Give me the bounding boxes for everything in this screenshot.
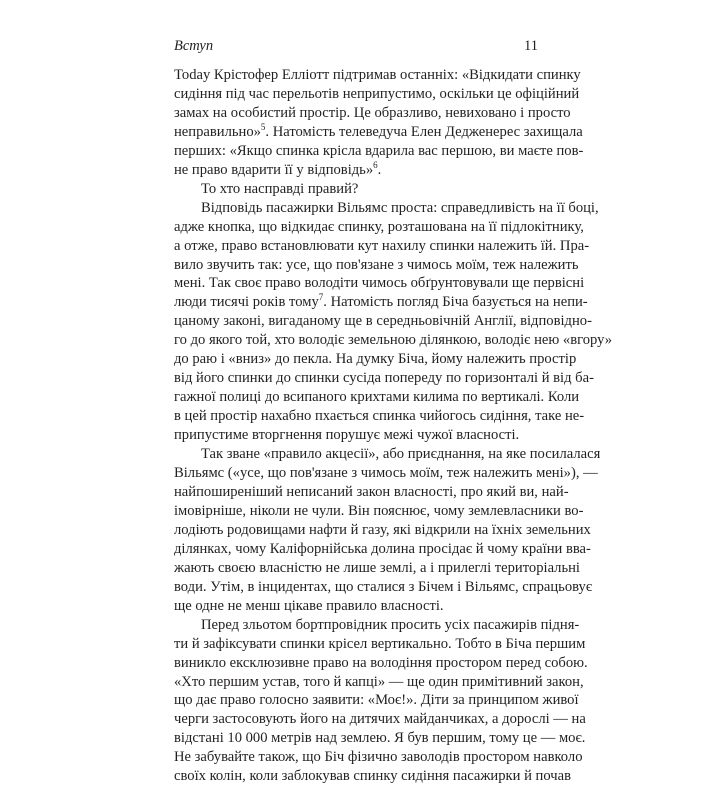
text-line: Так зване «правило акцесії», або приєднання, на яке посилалася [201,446,601,463]
text-line: Перед зльотом бортпровідник просить усіх пасажирів підня- [201,616,580,633]
footnote-ref: 5 [260,121,266,132]
text-line: припустиме вторгнення порушує межі чужої власності. [174,427,520,444]
text-line: виникло ексклюзивне право на володіння простором перед собою. [174,654,588,671]
text-line: від його спинки до спинки сусіда попереду по горизонталі й від ба- [174,370,594,387]
text-line: сидіння під час перельотів неприпустимо, оскільки це офіційний [174,85,580,102]
text-line: вило звучить так: усе, що пов'язане з чимось моїм, теж належить [174,256,579,273]
paragraph-3 [174,199,613,445]
footnote-ref: 7 [318,292,324,303]
page-number: 11 [524,38,538,54]
text-line: імовірніше, ніколи не чули. Він пояснює, чому землевласники во- [174,502,584,519]
text-line: черги застосовують його на дитячих майданчиках, а дорослі — на [174,711,586,728]
text-line: Відповідь пасажирки Вільямс проста: справедливість на її боці, [201,199,599,216]
text-line: в цей простір нахабно пхається спинка чийогось сидіння, таке не- [174,408,585,425]
text-line: своїх колін, коли заблокував спинку сидіння пасажирки й почав [174,768,571,785]
text-line: го до якого той, хто володіє земельною ділянкою, володіє нею «вгору» [174,332,613,349]
text-fragment: . [377,161,382,178]
text-fragment: . Натомість погляд Біча базується на непи- [323,294,588,311]
text-line [174,292,588,312]
paragraph-2 [174,180,538,199]
text-line: відстані 10 000 метрів над землею. Я був першим, тому це — моє. [174,730,586,747]
text-line: Не забувайте також, що Біч фізично заволодів простором навколо [174,749,583,766]
text-line: мені. Так своє право володіти чимось обґрунтовували ще первісні [174,275,585,292]
paragraph-4 [174,445,601,616]
text-line: ділянках, чому Каліфорнійська долина просідає й чому країни вва- [174,540,591,557]
text-line: найпоширеніший неписаний закон власності, про який ви, най- [174,483,569,500]
text-fragment: люди тисячі років тому [174,294,319,311]
text-line: Вільямс («усе, що пов'язане з чимось моїм, теж належить мені»), — [174,465,598,482]
text-line: до раю і «вниз» до пекла. На думку Біча, йому належить простір [174,351,577,368]
paragraph-1 [174,66,584,180]
text-line: цаному законі, вигаданому ще в середньовічній Англії, відповідно- [174,313,592,330]
text-line: адже кнопка, що відкидає спинку, розташована на її підлокітнику, [174,218,584,235]
section-title: Вступ [174,38,214,54]
text-line: лодіють родовищами нафти й газу, які відкрили на їхніх земельних [174,521,591,538]
text-line: води. Утім, в інцидентах, що сталися з Бічем і Вільямс, спрацьовує [174,578,593,595]
text-line: що дає право голосно заявити: «Моє!». Діти за принципом живої [174,692,579,709]
text-line: То хто насправді правий? [201,180,359,197]
paragraph-5 [174,616,588,786]
text-line: «Хто першим устав, того й капці» — ще один примітивний закон, [174,673,584,690]
text-line: замах на особистий простір. Це образливо, невиховано і просто [174,104,571,121]
text-line: жають своєю власністю не лише землі, а і прилеглі територіальні [174,559,580,576]
body-text [174,66,613,786]
text-line: Today Крістофер Еллiотт підтримав останніх: «Відкидати спинку [174,67,581,83]
text-fragment: . Натомість телеведуча Елен Дедженерес захищала [265,123,583,140]
text-fragment: не право вдарити її у відповідь» [174,161,374,178]
text-line: перших: «Якщо спинка крісла вдарила вас першою, ви маєте пов- [174,142,584,159]
footnote-ref: 6 [373,159,378,170]
text-fragment: неправильно» [174,123,261,140]
text-line [174,121,583,142]
text-line [174,161,538,180]
running-header [174,38,538,58]
text-line: а отже, право встановлювати кут нахилу спинки належить їй. Пра- [174,237,590,254]
text-line: ти й зафіксувати спинки крісел вертикально. Тобто в Біча першим [174,635,586,652]
text-line: гажної полиці до всипаного крихтами килима по вертикалі. Коли [174,389,580,406]
text-line: ще одне не менш цікаве правило власності. [174,597,444,614]
